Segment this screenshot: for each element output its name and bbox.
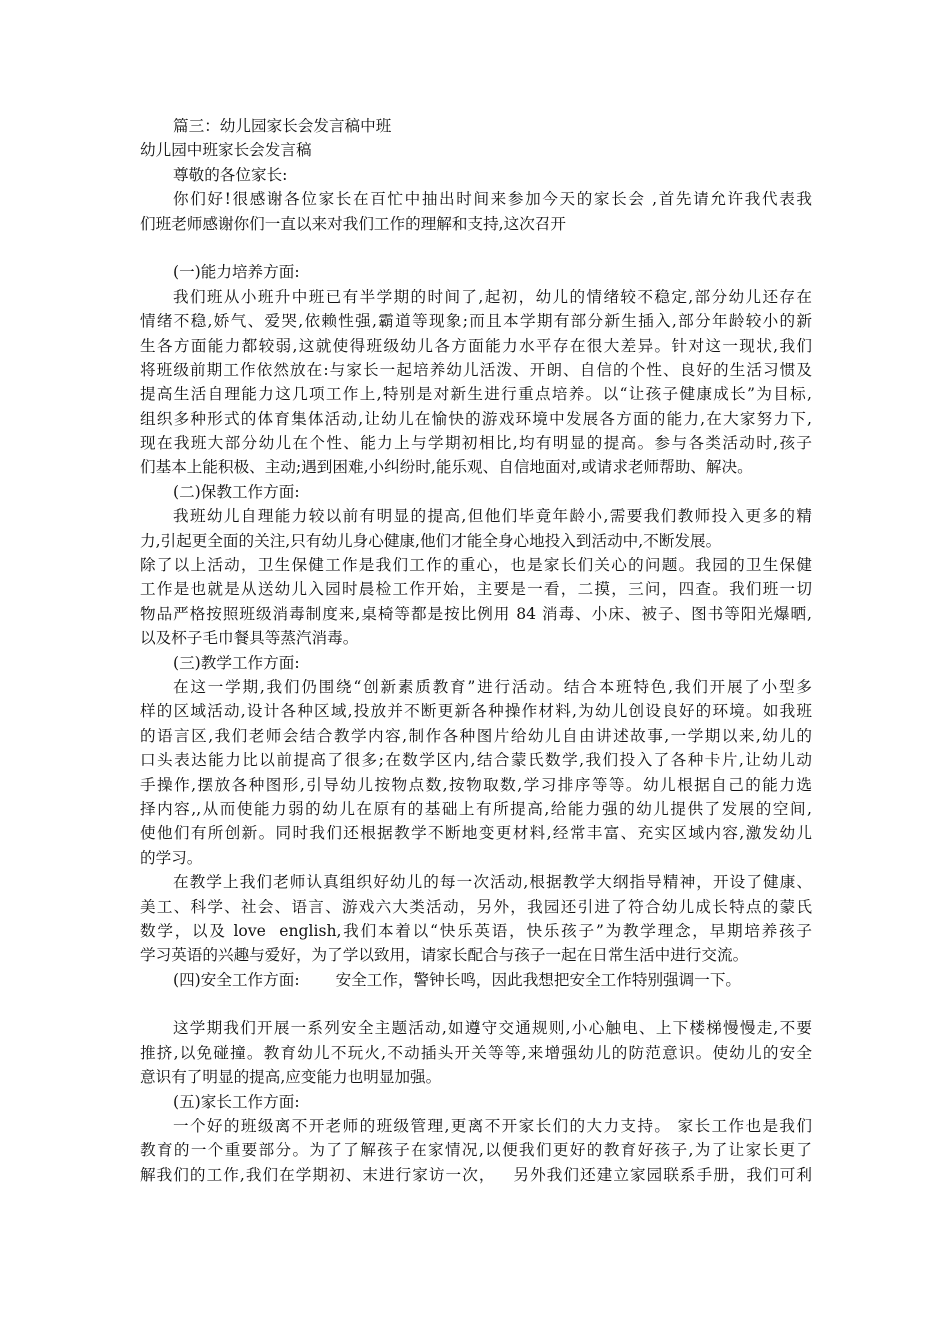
greeting: 尊敬的各位家长: (173, 165, 288, 184)
paragraph-line: 使他们有所创新。同时我们还根据教学不断地变更材料,经常丰富、充实区域内容,激发幼儿 (140, 824, 812, 843)
paragraph-line: 择内容,,从而使能力弱的幼儿在原有的基础上有所提高,给能力强的幼儿提供了发展的空间, (140, 799, 812, 818)
paragraph-line: 数学，以及 love english,我们本着以“快乐英语，快乐孩子”为教学理念，早期培养孩子 (140, 921, 812, 940)
paragraph-line: 美工、科学、社会、语言、游戏六大类活动，另外，我园还引进了符合幼儿成长特点的蒙氏 (140, 897, 812, 916)
paragraph-line: 手操作,摆放各种图形,引导幼儿按物点数,按物取数,学习排序等等。幼儿根据自己的能力选 (140, 775, 812, 794)
paragraph-line: 生各方面能力都较弱,这就使得班级幼儿各方面能力水平存在很大差异。针对这一现状,我们 (140, 336, 812, 355)
paragraph-line: 教育的一个重要部分。为了了解孩子在家情况,以便我们更好的教育好孩子,为了让家长更了 (140, 1141, 812, 1160)
intro-line: 们班老师感谢你们一直以来对我们工作的理解和支持,这次召开 (140, 214, 566, 233)
section-heading: (一)能力培养方面: (173, 263, 300, 282)
paragraph-line: 力,引起更全面的关注,只有幼儿身心健康,他们才能全身心地投入到活动中,不断发展。 (140, 531, 722, 550)
paragraph-line: 在教学上我们老师认真组织好幼儿的每一次活动,根据教学大纲指导精神，开设了健康、 (173, 873, 812, 892)
paragraph-line: 工作是也就是从送幼儿入园时晨检工作开始，主要是一看，二摸，三问，四查。我们班一切 (140, 580, 812, 599)
paragraph-line: 我们班从小班升中班已有半学期的时间了,起初，幼儿的情绪较不稳定,部分幼儿还存在 (173, 287, 812, 306)
section-heading: (三)教学工作方面: (173, 653, 300, 672)
document-subtitle: 幼儿园中班家长会发言稿 (140, 141, 312, 160)
paragraph-line: 将班级前期工作依然放在:与家长一起培养幼儿活泼、开朗、自信的个性、良好的生活习惯及 (140, 360, 812, 379)
paragraph-line: 情绪不稳,娇气、爱哭,依赖性强,霸道等现象;而且本学期有部分新生插入,部分年龄较小的新 (140, 312, 812, 331)
paragraph-line: 我班幼儿自理能力较以前有明显的提高,但他们毕竟年龄小,需要我们教师投入更多的精 (173, 507, 812, 526)
paragraph-line: 的语言区,我们老师会结合教学内容,制作各种图片给幼儿自由讲述故事,一学期以来,幼儿的 (140, 726, 812, 745)
paragraph-line: 意识有了明显的提高,应变能力也明显加强。 (140, 1068, 442, 1087)
paragraph-line: 物品严格按照班级消毒制度来,桌椅等都是按比例用 84 消毒、小床、被子、图书等阳光爆晒, (140, 604, 812, 623)
paragraph-line: 现在我班大部分幼儿在个性、能力上与学期初相比,均有明显的提高。参与各类活动时,孩子 (140, 434, 812, 453)
paragraph-line: 提高生活自理能力这几项工作上,特别是对新生进行重点培养。以“让孩子健康成长”为目标, (140, 385, 812, 404)
section-heading: (五)家长工作方面: (173, 1092, 300, 1111)
paragraph-line: 的学习。 (140, 848, 203, 867)
document-title: 篇三：幼儿园家长会发言稿中班 (173, 117, 392, 135)
paragraph-line: 们基本上能积极、主动;遇到困难,小纠纷时,能乐观、自信地面对,或请求老师帮助、解决。 (140, 458, 753, 477)
section-heading-row (140, 968, 812, 992)
paragraph-line: 在这一学期,我们仍围绕“创新素质教育”进行活动。结合本班特色,我们开展了小型多 (173, 677, 812, 696)
paragraph-line: 这学期我们开展一系列安全主题活动,如遵守交通规则,小心触电、上下楼梯慢慢走,不要 (173, 1019, 812, 1038)
intro-line: 你们好!很感谢各位家长在百忙中抽出时间来参加今天的家长会 ,首先请允许我代表我 (173, 190, 812, 209)
paragraph-line: 除了以上活动，卫生保健工作是我们工作的重心，也是家长们关心的问题。我园的卫生保健 (140, 556, 812, 575)
section-heading: (四)安全工作方面: (173, 970, 300, 989)
paragraph-line: 一个好的班级离不开老师的班级管理,更离不开家长们的大力支持。 家长工作也是我们 (173, 1117, 812, 1136)
blank-line (140, 992, 812, 1016)
paragraph-line: 口头表达能力比以前提高了很多;在数学区内,结合蒙氏数学,我们投入了各种卡片,让幼儿动 (140, 751, 812, 770)
paragraph-line: 以及杯子毛巾餐具等蒸汽消毒。 (140, 629, 359, 648)
section-heading-tail: 安全工作，警钟长鸣，因此我想把安全工作特别强调一下。 (335, 970, 742, 989)
paragraph-line: 解我们的工作,我们在学期初、末进行家访一次， 另外我们还建立家园联系手册，我们可利 (140, 1165, 812, 1184)
blank-line (140, 236, 812, 260)
paragraph-line: 样的区域活动,设计各种区域,投放并不断更新各种操作材料,为幼儿创设良好的环境。如我班 (140, 702, 812, 721)
section-heading: (二)保教工作方面: (173, 482, 300, 501)
paragraph-line: 推挤,以免碰撞。教育幼儿不玩火,不动插头开关等等,来增强幼儿的防范意识。使幼儿的安全 (140, 1043, 812, 1062)
document-page (140, 114, 812, 1187)
paragraph-line: 组织多种形式的体育集体活动,让幼儿在愉快的游戏环境中发展各方面的能力,在大家努力下, (140, 409, 812, 428)
paragraph-line: 学习英语的兴趣与爱好，为了学以致用，请家长配合与孩子一起在日常生活中进行交流。 (140, 946, 749, 965)
